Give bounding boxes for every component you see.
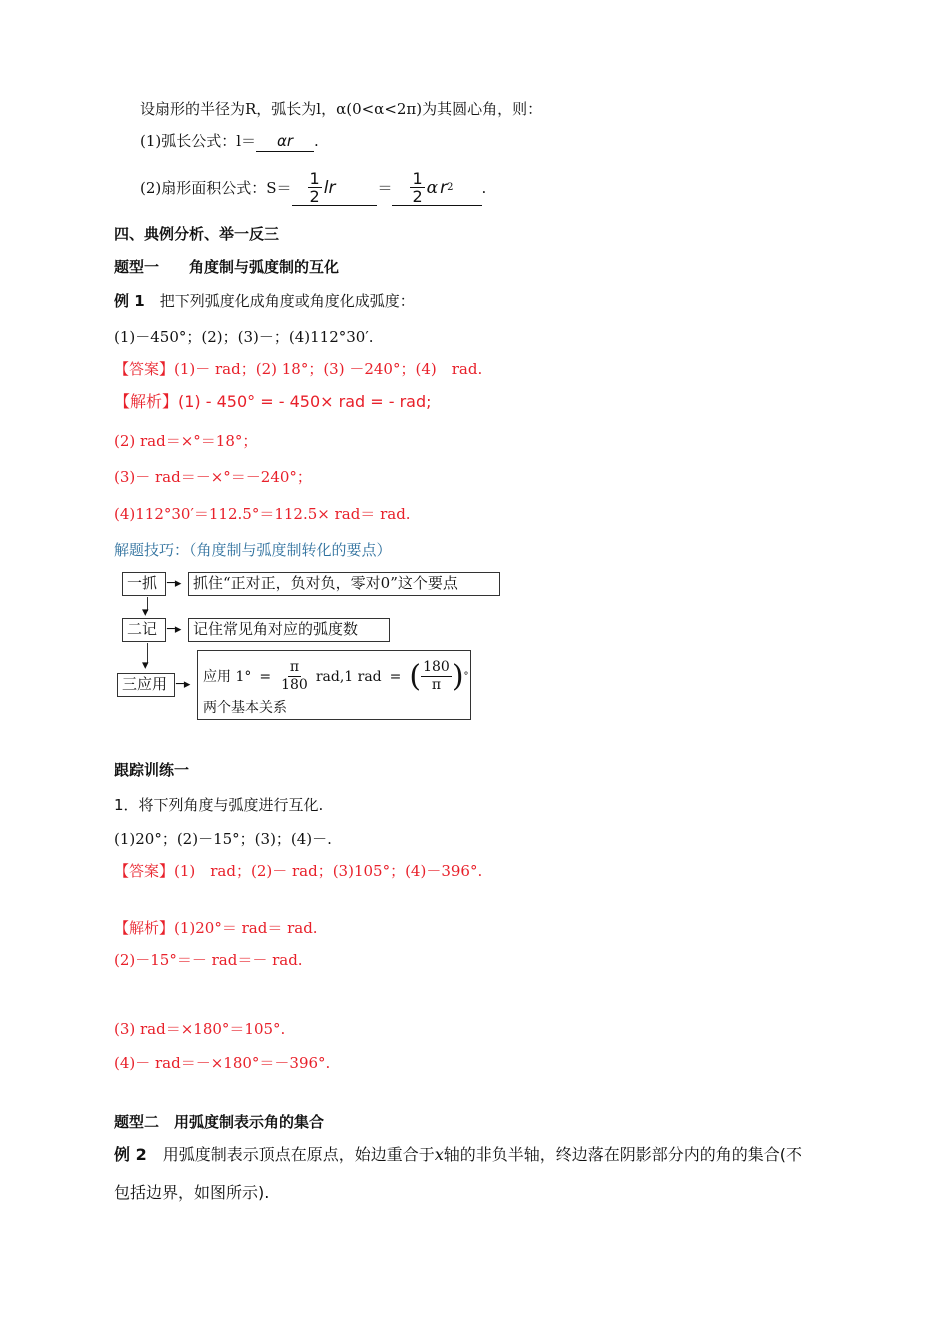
practice-title: 跟踪训练一 (114, 761, 190, 779)
practice-solution-3: (3) rad＝×180°＝105°. (114, 1020, 286, 1038)
x-var: x (434, 1145, 444, 1164)
practice-solution-2: (2)－15°＝－ rad＝－ rad. (114, 951, 303, 969)
arrow-right-icon: ─▸ (167, 622, 182, 637)
example-label: 例 1 (114, 292, 145, 310)
step2-box: 二记 (122, 618, 166, 642)
practice-answer: 【答案】(1) rad；(2)－ rad；(3)105°；(4)－396°. (114, 862, 483, 880)
equals: = (389, 668, 402, 685)
sup-2: 2 (447, 181, 454, 193)
rad-text: rad,1 rad (315, 668, 382, 685)
practice-solution-1: 【解析】(1)20°＝ rad＝ rad. (114, 919, 318, 937)
arrow-right-icon: ─▸ (176, 677, 191, 692)
example2-text-a: 用弧度制表示顶点在原点，始边重合于 (162, 1145, 435, 1164)
fraction-pi-180: $\frac{\pi}{180}$ (281, 659, 308, 693)
example2-text-b: 轴的非负半轴，终边落在阴影部分内的角的集合(不 (443, 1145, 803, 1164)
area-blank-2 (392, 170, 481, 206)
practice-solution-4: (4)－ rad＝－×180°＝－396°. (114, 1054, 331, 1072)
example1-solution-3: (3)－ rad＝－×°＝－240°； (114, 468, 312, 486)
example1-heading (114, 291, 415, 311)
alpha: α (426, 177, 439, 198)
step3-formula: 应用 1° = $\frac{\pi}{180}$ rad,1 rad = ( $\frac{180}{\pi}$ ) ° (203, 658, 469, 694)
arrow-down-icon: ▾ (142, 605, 149, 620)
period: . (481, 179, 487, 197)
example1-solution-2: (2) rad＝×°＝18°； (114, 432, 258, 450)
step1-desc: 抓住“正对正，负对负，零对0”这个要点 (188, 572, 500, 596)
area-formula (140, 166, 486, 210)
degree-sign: ° (463, 670, 469, 682)
equals: ＝ (377, 179, 393, 197)
practice-question: 1．将下列角度与弧度进行互化. (114, 796, 324, 814)
example2-line1 (114, 1145, 802, 1165)
step1-box: 一抓 (122, 572, 166, 596)
step3-relation: 两个基本关系 (203, 700, 287, 716)
equals: = (259, 668, 272, 685)
example1-items: (1)－450°；(2)；(3)－；(4)112°30′. (114, 328, 374, 346)
arc-value: αr (256, 131, 314, 152)
one-degree: 应用 1° (203, 668, 252, 685)
example-label: 例 2 (114, 1145, 147, 1164)
tips-title: 解题技巧：（角度制与弧度制转化的要点） (114, 541, 392, 559)
fraction-half: $\frac{1}{2}$ (309, 169, 320, 206)
period: . (314, 132, 319, 150)
arc-formula (140, 131, 319, 152)
step3-desc (197, 650, 471, 720)
example-text: 把下列弧度化成角度或角度化成弧度： (159, 292, 415, 310)
example1-solution-1: 【解析】(1) - 450° = - 450× rad = - rad; (114, 392, 432, 411)
type2-title: 题型二 用弧度制表示角的集合 (114, 1113, 325, 1131)
example2-line2: 包括边界，如图所示). (114, 1183, 270, 1202)
step3-box: 三应用 (117, 673, 175, 697)
area-blank-1 (292, 170, 378, 206)
example1-answer: 【答案】(1)－ rad；(2) 18°；(3) －240°；(4) rad. (114, 360, 483, 378)
type1-title: 题型一 角度制与弧度制的互化 (114, 258, 340, 276)
step2-desc: 记住常见角对应的弧度数 (188, 618, 390, 642)
fraction-half-2: $\frac{1}{2}$ (412, 169, 423, 206)
r: r (440, 177, 448, 198)
practice-items: (1)20°；(2)－15°；(3)；(4)－. (114, 830, 332, 848)
area-value-lr: lr (323, 177, 336, 198)
fraction-180-pi: $\frac{180}{\pi}$ (423, 659, 450, 693)
section-title: 四、典例分析、举一反三 (114, 225, 280, 243)
example1-solution-4: (4)112°30′＝112.5°＝112.5× rad＝ rad. (114, 505, 411, 523)
arrow-down-icon: ▾ (142, 658, 149, 673)
arrow-right-icon: ─▸ (167, 576, 182, 591)
formula-intro: 设扇形的半径为R，弧长为l，α(0<α<2π)为其圆心角，则： (140, 100, 543, 118)
area-label: (2)扇形面积公式：S＝ (140, 179, 292, 197)
arc-label: (1)弧长公式：l＝ (140, 132, 257, 150)
